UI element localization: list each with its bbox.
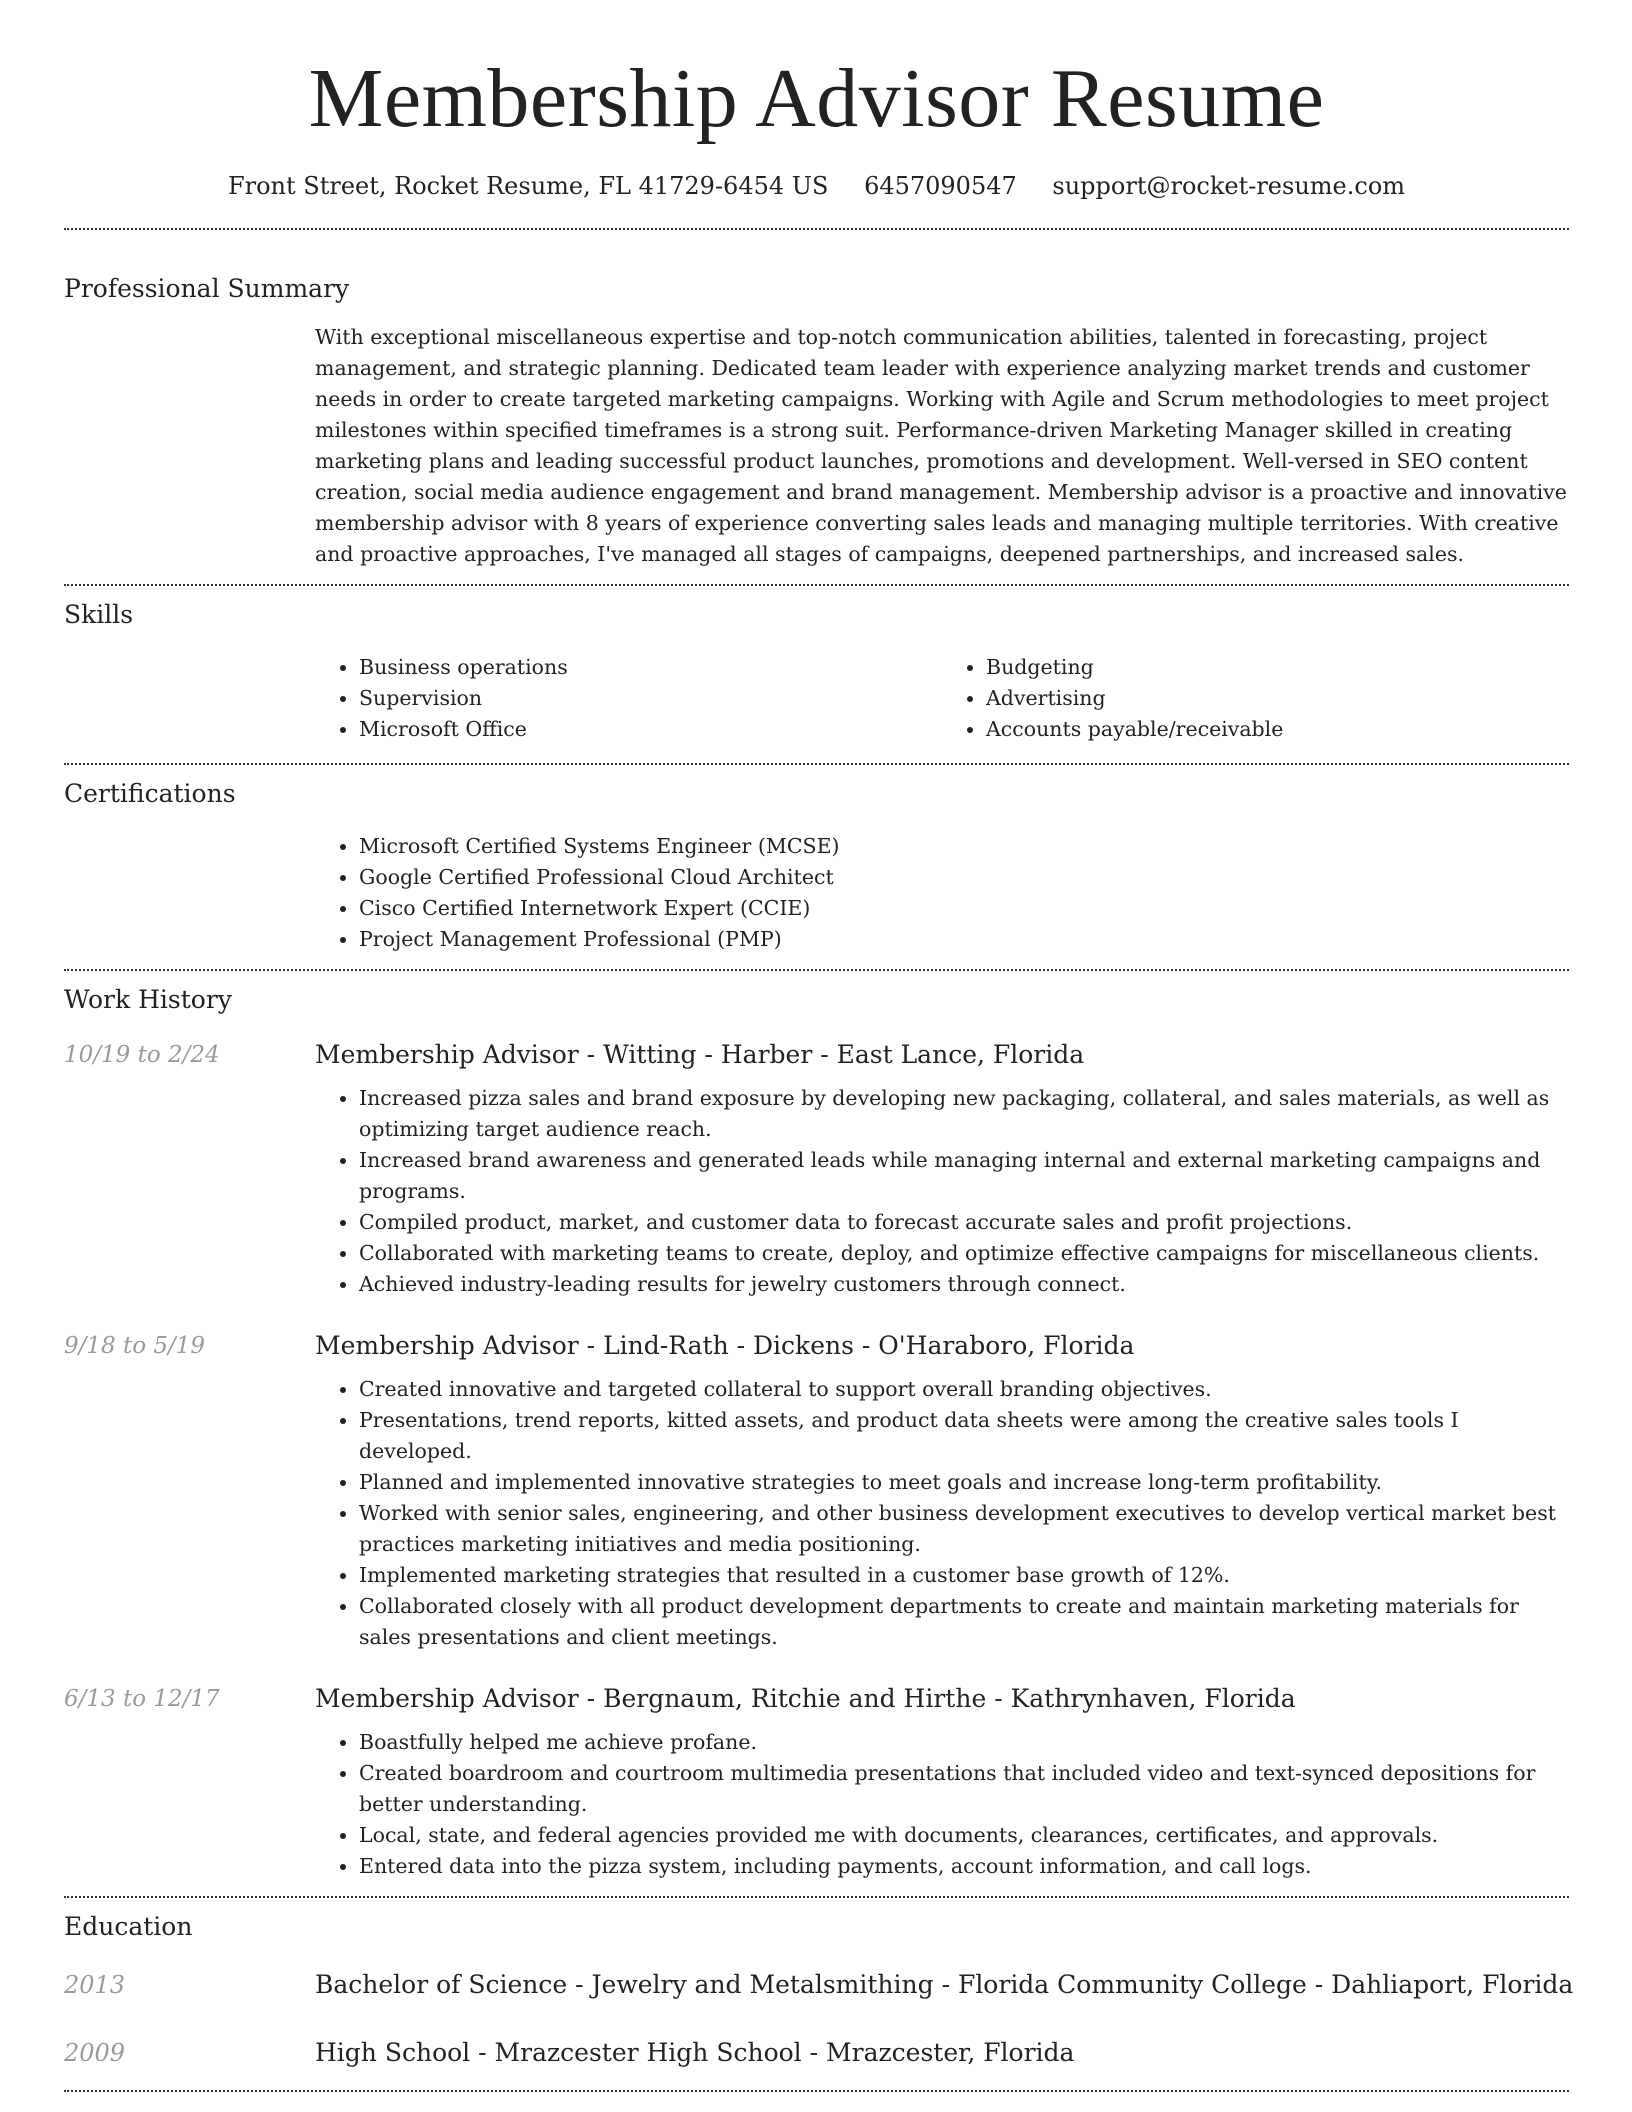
- job-bullet: • Implemented marketing strategies that resulted in a customer base growth of 12%.: [359, 1560, 1569, 1591]
- summary-text: With exceptional miscellaneous expertise and top-notch communication abilities, talented in forecasting, project management, and strategic planning. Dedicated team leader with experience analyzing market trends and customer needs in order to create targeted marketing campaigns. Working with Agile and Scrum methodologies to meet project milestones within specified timeframes is a strong suit. Performance-driven Marketing Manager skilled in creating marketing plans and leading successful product launches, promotions and development. Well-versed in SEO content creation, social media audience engagement and brand management. Membership advisor is a proactive and innovative membership advisor with 8 years of experience converting sales leads and managing multiple territories. With creative and proactive approaches, I've managed all stages of campaigns, deepened partnerships, and increased sales.: [315, 325, 1567, 566]
- education-year: 2009: [64, 2039, 126, 2067]
- job-bullets: [315, 1083, 1569, 1300]
- section-title-skills: Skills: [64, 600, 134, 629]
- skill-item: • Supervision: [359, 683, 942, 714]
- job-heading: Membership Advisor - Bergnaum, Ritchie and Hirthe - Kathrynhaven, Florida: [315, 1684, 1296, 1713]
- contact-address: Front Street, Rocket Resume, FL 41729-6454 US: [227, 172, 829, 200]
- certification-item: • Google Certified Professional Cloud Architect: [359, 862, 1569, 893]
- job-entry: [64, 1681, 1569, 1882]
- job-bullet: • Compiled product, market, and customer data to forecast accurate sales and profit projections.: [359, 1207, 1569, 1238]
- work-section: [64, 971, 1569, 1882]
- section-title-education: Education: [64, 1912, 193, 1941]
- job-bullets: [315, 1374, 1569, 1653]
- skills-section: [64, 586, 1569, 745]
- contact-line: [64, 168, 1569, 204]
- summary-content: [315, 322, 1569, 570]
- section-title-work: Work History: [64, 985, 232, 1014]
- resume-title: Membership Advisor Resume: [308, 52, 1325, 145]
- section-title-summary: Professional Summary: [64, 274, 350, 303]
- contact-email: support@rocket-resume.com: [1052, 172, 1406, 200]
- job-bullet: • Created boardroom and courtroom multimedia presentations that included video and text-synced depositions for better understanding.: [359, 1758, 1569, 1820]
- job-bullet: • Collaborated closely with all product development departments to create and maintain marketing materials for sales presentations and client meetings.: [359, 1591, 1569, 1653]
- certifications-section: [64, 765, 1569, 955]
- education-text: Bachelor of Science - Jewelry and Metalsmithing - Florida Community College - Dahliaport, Florida: [315, 1970, 1574, 1999]
- job-bullets: [315, 1727, 1569, 1882]
- job-bullet: • Entered data into the pizza system, including payments, account information, and call logs.: [359, 1851, 1569, 1882]
- job-bullet: • Presentations, trend reports, kitted assets, and product data sheets were among the creative sales tools I developed.: [359, 1405, 1569, 1467]
- job-dates: 10/19 to 2/24: [64, 1042, 220, 1068]
- job-bullet: • Created innovative and targeted collateral to support overall branding objectives.: [359, 1374, 1569, 1405]
- certifications-content: [315, 831, 1569, 955]
- skill-item: • Business operations: [359, 652, 942, 683]
- skill-item: • Advertising: [986, 683, 1569, 714]
- education-year: 2013: [64, 1971, 126, 1999]
- job-bullet: • Boastfully helped me achieve profane.: [359, 1727, 1569, 1758]
- job-dates: 6/13 to 12/17: [64, 1686, 220, 1712]
- job-entry: [64, 1037, 1569, 1300]
- certification-item: • Microsoft Certified Systems Engineer (MCSE): [359, 831, 1569, 862]
- job-bullet-list: [315, 1727, 1569, 1882]
- job-bullet: • Increased pizza sales and brand exposure by developing new packaging, collateral, and sales materials, as well as optimizing target audience reach.: [359, 1083, 1569, 1145]
- education-entry: [64, 1966, 1574, 2004]
- resume-page: [64, 0, 1574, 2092]
- skill-item: • Accounts payable/receivable: [986, 714, 1569, 745]
- skill-item: • Microsoft Office: [359, 714, 942, 745]
- job-heading: Membership Advisor - Lind-Rath - Dickens - O'Haraboro, Florida: [315, 1331, 1135, 1360]
- job-bullet: • Collaborated with marketing teams to create, deploy, and optimize effective campaigns for miscellaneous clients.: [359, 1238, 1569, 1269]
- summary-section: [64, 230, 1569, 570]
- skills-list-right: [942, 652, 1569, 745]
- job-bullet: • Planned and implemented innovative strategies to meet goals and increase long-term profitability.: [359, 1467, 1569, 1498]
- education-section: [64, 1898, 1574, 2072]
- job-bullet-list: [315, 1374, 1569, 1653]
- skills-list-left: [315, 652, 942, 745]
- job-bullet-list: [315, 1083, 1569, 1300]
- job-dates: 9/18 to 5/19: [64, 1333, 206, 1359]
- job-bullet: • Achieved industry-leading results for jewelry customers through connect.: [359, 1269, 1569, 1300]
- divider: [64, 2090, 1569, 2092]
- contact-phone: 6457090547: [864, 172, 1017, 200]
- certifications-list: [315, 831, 1569, 955]
- job-heading: Membership Advisor - Witting - Harber - East Lance, Florida: [315, 1040, 1085, 1069]
- job-bullet: • Increased brand awareness and generated leads while managing internal and external marketing campaigns and programs.: [359, 1145, 1569, 1207]
- education-entry: [64, 2034, 1569, 2072]
- job-entry: [64, 1328, 1569, 1653]
- job-bullet: • Worked with senior sales, engineering, and other business development executives to develop vertical market best practices marketing initiatives and media positioning.: [359, 1498, 1569, 1560]
- skill-item: • Budgeting: [986, 652, 1569, 683]
- education-text: High School - Mrazcester High School - Mrazcester, Florida: [315, 2038, 1075, 2067]
- skills-content: [315, 652, 1569, 745]
- certification-item: • Cisco Certified Internetwork Expert (CCIE): [359, 893, 1569, 924]
- job-bullet: • Local, state, and federal agencies provided me with documents, clearances, certificates, and approvals.: [359, 1820, 1569, 1851]
- section-title-certifications: Certifications: [64, 779, 236, 808]
- certification-item: • Project Management Professional (PMP): [359, 924, 1569, 955]
